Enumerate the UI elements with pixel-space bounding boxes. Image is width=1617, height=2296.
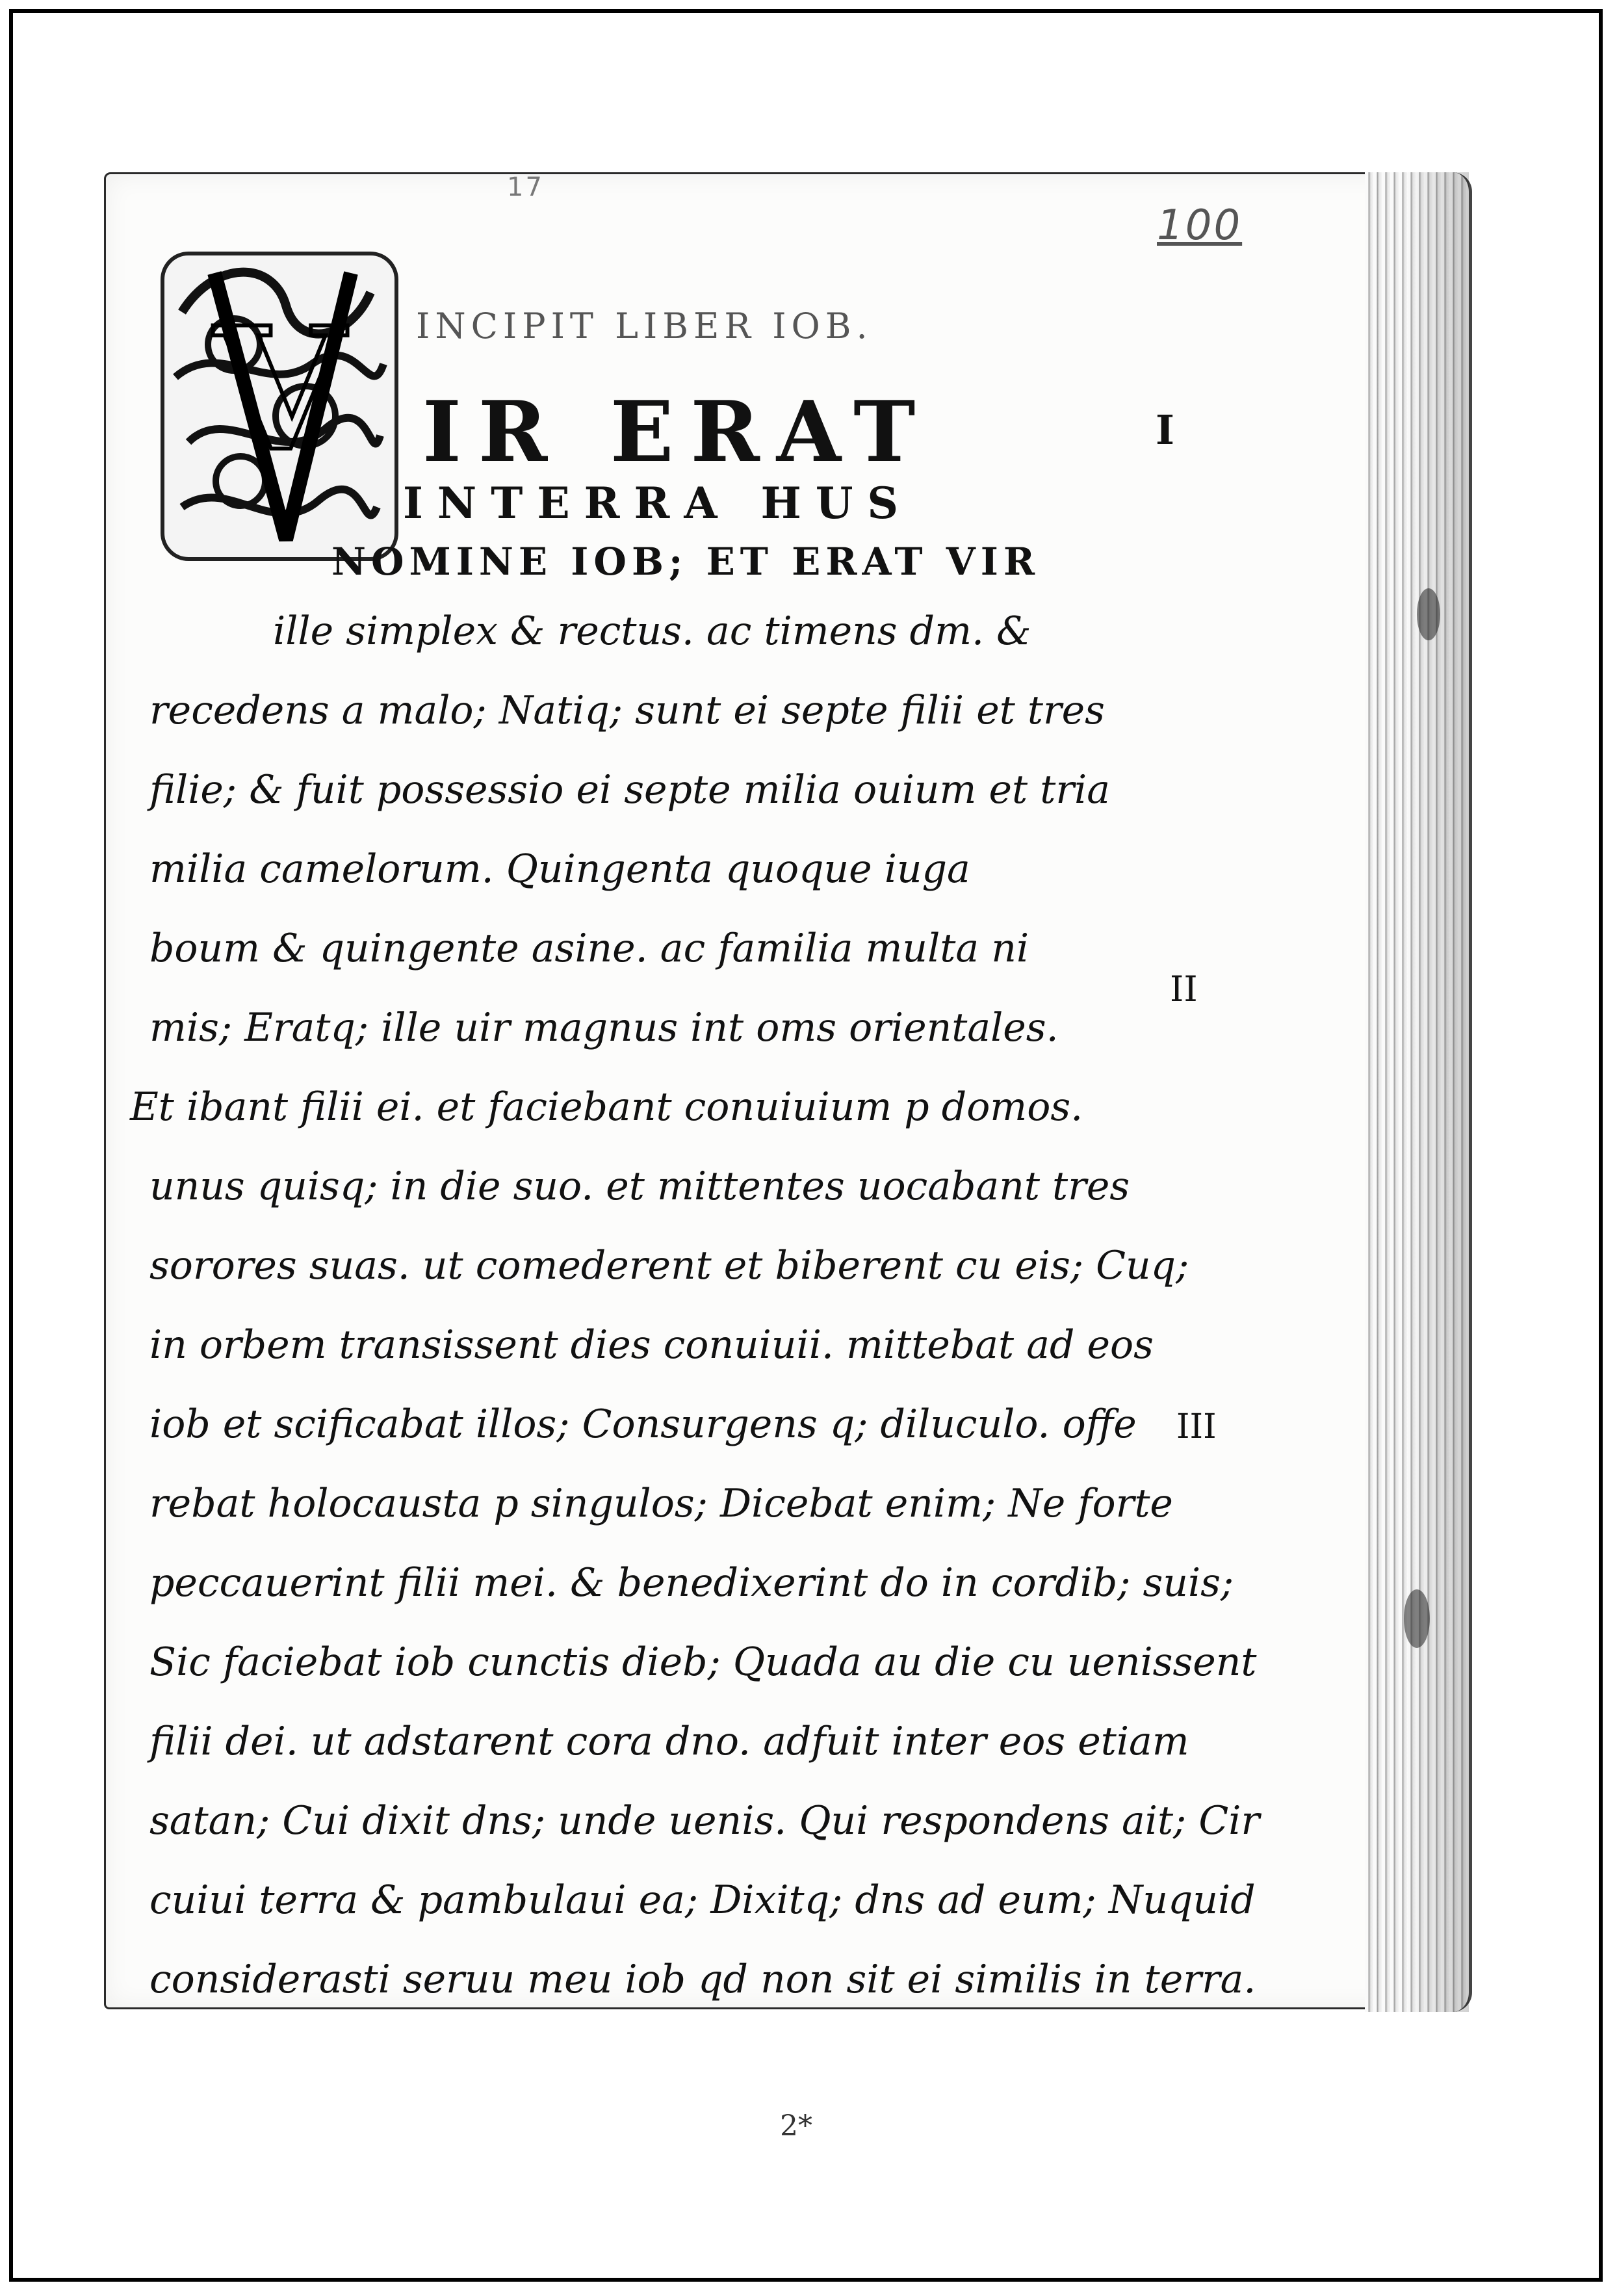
incipit-heading: INCIPIT LIBER IOB.	[416, 306, 873, 346]
text-line: cuiui terra & pambulaui ea; Dixitq; dns ad eum; Nuquid	[149, 1877, 1256, 1923]
text-line: satan; Cui dixit dns; unde uenis. Qui respondens ait; Cir	[149, 1798, 1260, 1844]
text-line: unus quisq; in die suo. et mittentes uocabant tres	[149, 1164, 1130, 1209]
text-line: recedens a malo; Natiq; sunt ei septe filii et tres	[149, 688, 1105, 733]
text-line: Sic faciebat iob cunctis dieb; Quada au die cu uenissent	[149, 1639, 1257, 1685]
text-line: considerasti seruu meu iob qd non sit ei similis in terra.	[149, 1957, 1256, 2002]
text-line: Et ibant filii ei. et faciebant conuiuium p domos.	[130, 1084, 1083, 1130]
text-line: sorores suas. ut comederent et biberent cu eis; Cuq;	[149, 1243, 1189, 1288]
folio-number: 100	[1157, 202, 1243, 250]
text-line: filii dei. ut adstarent cora dno. adfuit inter eos etiam	[149, 1719, 1189, 1764]
decorated-initial-illumination	[156, 234, 403, 566]
chapter-mark-2: II	[1170, 969, 1198, 1010]
text-line: peccauerint filii mei. & benedixerint do in cordib; suis;	[149, 1560, 1234, 1606]
text-line: iob et scificabat illos; Consurgens q; diluculo. offe	[149, 1402, 1137, 1447]
text-line: mis; Eratq; ille uir magnus int oms orientales.	[149, 1005, 1059, 1050]
text-line: rebat holocausta p singulos; Dicebat enim; Ne forte	[149, 1481, 1173, 1526]
page-number: 2*	[780, 2109, 812, 2143]
text-line: filie; & fuit possessio ei septe milia ouium et tria	[149, 767, 1110, 813]
damage-spot	[1417, 588, 1440, 640]
text-line: in orbem transissent dies conuiuii. mittebat ad eos	[149, 1322, 1154, 1368]
display-line-1: IR ERAT	[422, 384, 933, 481]
text-line: milia camelorum. Quingenta quoque iuga	[149, 846, 970, 892]
display-line-2: INTERRA HUS	[403, 478, 913, 528]
damage-spot	[1404, 1589, 1430, 1648]
text-line: boum & quingente asine. ac familia multa ni	[149, 926, 1029, 971]
book-page-edges	[1365, 172, 1472, 2012]
chapter-mark-3: III	[1176, 1407, 1217, 1446]
chapter-mark-1: I	[1156, 406, 1175, 454]
pencil-mark: 17	[507, 172, 544, 202]
display-line-3: NOMINE IOB; ET ERAT VIR	[331, 540, 1041, 584]
initial-letter: V	[214, 291, 345, 489]
text-line: ille simplex & rectus. ac timens dm. &	[273, 608, 1031, 654]
